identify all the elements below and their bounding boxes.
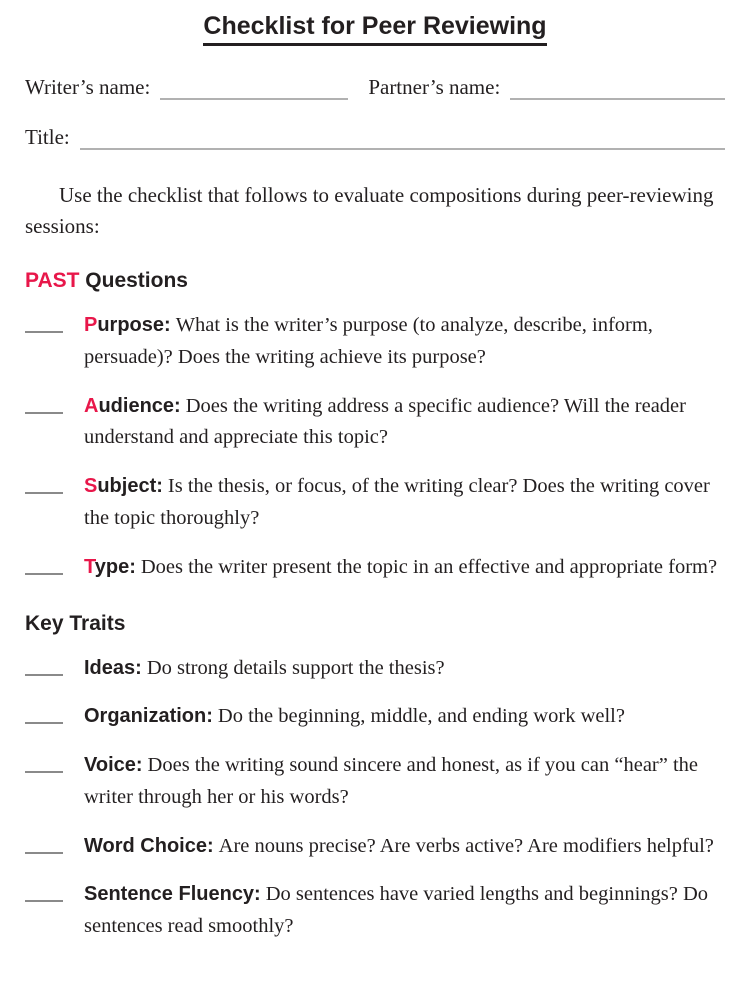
- item-text: Do the beginning, middle, and ending work well?: [217, 705, 625, 728]
- item-label-rest: Voice:: [84, 754, 143, 777]
- item-body: [84, 471, 725, 535]
- past-heading-accent: PAST: [25, 269, 80, 293]
- item-label-accent: A: [84, 394, 99, 417]
- item-body: [84, 750, 725, 814]
- composition-title-row: [25, 124, 725, 150]
- checklist-item-sentence-fluency: [25, 879, 725, 943]
- check-blank-field[interactable]: [25, 310, 63, 333]
- item-label-accent: S: [84, 475, 98, 498]
- item-label: [84, 395, 181, 417]
- item-label-rest: Organization:: [84, 705, 213, 728]
- item-label: [84, 705, 213, 727]
- item-label: [84, 475, 163, 497]
- intro-text: Use the checklist that follows to evaluate compositions during peer-reviewing sessions:: [25, 183, 714, 238]
- item-text: Does the writing sound sincere and honest, as if you can “hear” the writer through her or his words?: [84, 754, 699, 808]
- check-blank-field[interactable]: [25, 391, 63, 414]
- key-traits-heading: [25, 612, 725, 636]
- item-label-rest: Sentence Fluency:: [84, 883, 261, 906]
- key-traits-heading-rest: Key Traits: [25, 611, 126, 635]
- writer-name-field[interactable]: [160, 74, 348, 100]
- title-wrap: [25, 12, 725, 46]
- check-blank-field[interactable]: [25, 750, 63, 773]
- item-text: What is the writer’s purpose (to analyze, describe, inform, persuade)? Does the writing achieve its purpose?: [84, 314, 653, 368]
- check-blank-field[interactable]: [25, 552, 63, 575]
- check-blank-field[interactable]: [25, 831, 63, 854]
- item-label-rest: urpose:: [97, 314, 171, 337]
- composition-title-label: Title:: [25, 125, 70, 150]
- item-text: Do sentences have varied lengths and beginnings? Do sentences read smoothly?: [84, 883, 709, 938]
- item-text: Do strong details support the thesis?: [146, 656, 445, 679]
- names-row: [25, 74, 725, 100]
- item-label: [84, 754, 143, 776]
- item-body: [84, 831, 725, 863]
- checklist-item-organization: [25, 701, 725, 733]
- item-body: [84, 391, 725, 455]
- checklist-item-subject: [25, 471, 725, 535]
- checklist-item-purpose: [25, 310, 725, 374]
- item-body: [84, 879, 725, 943]
- checklist-item-audience: [25, 391, 725, 455]
- page-title: Checklist for Peer Reviewing: [203, 12, 546, 46]
- check-blank-field[interactable]: [25, 879, 63, 902]
- item-label-rest: ype:: [94, 555, 136, 578]
- past-heading-rest: Questions: [79, 269, 188, 293]
- item-text: Is the thesis, or focus, of the writing clear? Does the writing cover the topic thoroughly?: [84, 475, 710, 529]
- item-label-rest: ubject:: [97, 475, 163, 498]
- checklist-item-ideas: [25, 653, 725, 685]
- writer-name-label: Writer’s name:: [25, 75, 151, 100]
- composition-title-field[interactable]: [80, 124, 725, 150]
- check-blank-field[interactable]: [25, 701, 63, 724]
- item-label-accent: T: [84, 555, 95, 578]
- item-label: [84, 835, 214, 857]
- item-body: [84, 701, 725, 733]
- item-body: [84, 310, 725, 374]
- checklist-item-word-choice: [25, 831, 725, 863]
- item-label-accent: P: [84, 314, 98, 337]
- checklist-item-type: [25, 552, 725, 584]
- item-label: [84, 883, 261, 905]
- item-label: [84, 556, 136, 578]
- item-label-rest: udience:: [98, 394, 181, 417]
- item-text: Does the writing address a specific audience? Will the reader understand and appreciate this topic?: [84, 394, 686, 449]
- item-label: [84, 314, 171, 336]
- check-blank-field[interactable]: [25, 653, 63, 676]
- item-label-rest: Word Choice:: [84, 834, 214, 857]
- partner-name-label: Partner’s name:: [368, 75, 501, 100]
- past-questions-heading: [25, 269, 725, 293]
- item-label: [84, 657, 142, 679]
- item-label-rest: Ideas:: [84, 656, 142, 679]
- item-text: Are nouns precise? Are verbs active? Are modifiers helpful?: [218, 834, 714, 857]
- item-body: [84, 653, 725, 685]
- checklist-item-voice: [25, 750, 725, 814]
- item-body: [84, 552, 725, 584]
- item-text: Does the writer present the topic in an effective and appropriate form?: [140, 555, 718, 578]
- check-blank-field[interactable]: [25, 471, 63, 494]
- partner-name-field[interactable]: [510, 74, 725, 100]
